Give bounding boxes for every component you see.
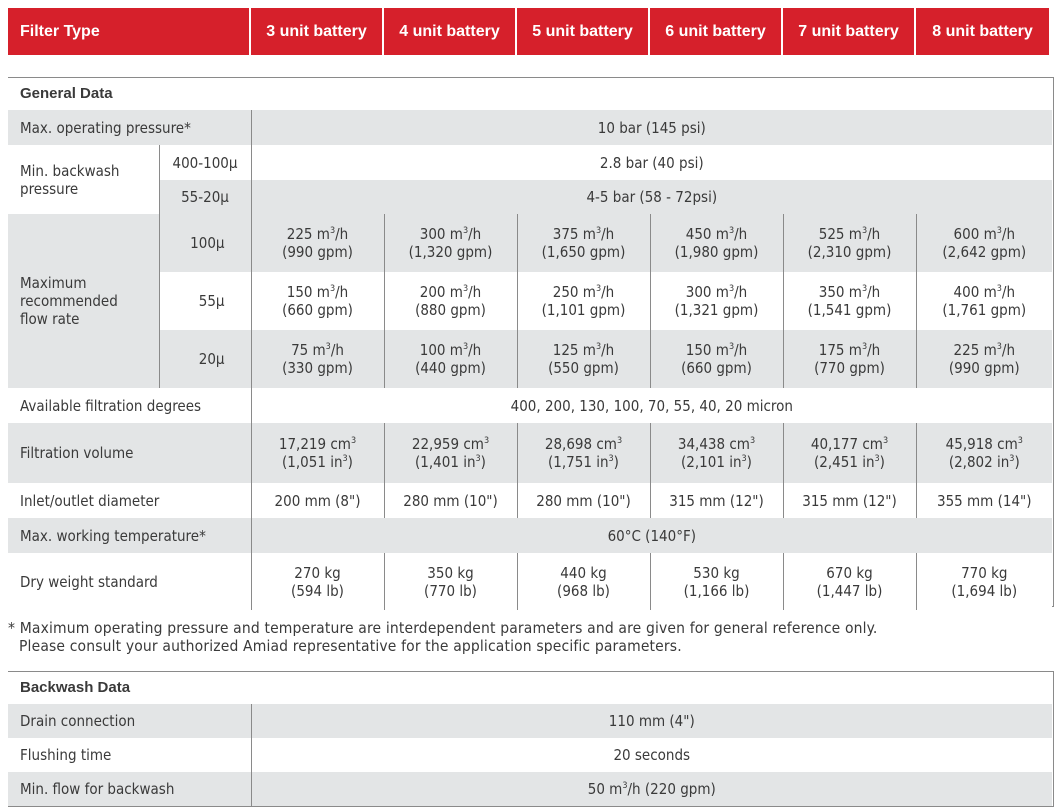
flow-unit: /h — [1001, 225, 1015, 243]
table-row — [8, 772, 1052, 806]
flow-unit: /h — [601, 283, 615, 301]
flow-cell: 600 $m^3/h$ (2,642 gpm) — [942, 225, 1027, 261]
weight-cell — [650, 553, 783, 610]
volume-in: (2,101 in — [681, 453, 742, 471]
flow-unit: /h — [734, 283, 748, 301]
header-col-7-unit: 7 unit battery — [783, 8, 916, 55]
volume-in: (2,451 in — [814, 453, 875, 471]
flow-m3: 225 m — [953, 341, 997, 359]
weight-lb: (968 lb) — [557, 581, 610, 600]
flow-gpm: (990 gpm) — [282, 243, 353, 261]
flow-unit: /h — [867, 341, 881, 359]
max-temp-value: 60°C (140°F) — [607, 526, 696, 545]
flow-unit: /h — [1001, 283, 1015, 301]
flow-unit: /h — [330, 341, 344, 359]
flow-gpm: (1,980 gpm) — [674, 243, 759, 261]
flow-unit: /h — [335, 283, 349, 301]
inlet-value: 315 mm (12") — [650, 483, 783, 518]
max-pressure-label: Max. operating pressure* — [8, 110, 251, 145]
volume-cell: 17,219 $cm^3$ (1,051 $in^3$) — [251, 423, 384, 483]
flow-cell: 125 $m^3/h$ (550 gpm) — [517, 330, 650, 388]
table-row — [8, 518, 1052, 553]
weight-kg: 440 kg — [560, 563, 607, 582]
flow-cell: 400 $m^3/h$ (1,761 gpm) — [942, 283, 1027, 319]
weight-kg: 530 kg — [693, 563, 740, 582]
flow-unit: /h — [1001, 341, 1015, 359]
volume-in: (1,751 in — [548, 453, 609, 471]
flow-gpm: (550 gpm) — [548, 359, 619, 377]
weight-kg: 670 kg — [826, 563, 873, 582]
table-row — [8, 272, 1052, 330]
flow-m3: 350 m — [818, 283, 862, 301]
table-row — [8, 553, 1052, 610]
flow-gpm: (1,321 gpm) — [674, 301, 759, 319]
volume-in: (1,051 in — [282, 453, 343, 471]
flow-unit: /h — [867, 225, 881, 243]
volume-cm: 34,438 cm — [677, 435, 750, 453]
flow-gpm: (1,650 gpm) — [541, 243, 626, 261]
volume-cm: 45,918 cm — [945, 435, 1018, 453]
table-row — [8, 704, 1052, 738]
flow-gpm: (1,761 gpm) — [942, 301, 1027, 319]
inlet-value: 355 mm (14") — [937, 491, 1032, 510]
volume-cell: 34,438 $cm^3$ (2,101 $in^3$) — [650, 423, 783, 483]
filtration-volume-label: Filtration volume — [8, 423, 251, 483]
filtration-degrees-value: 400, 200, 130, 100, 70, 55, 40, 20 micron — [510, 396, 793, 415]
drain-connection-label: Drain connection — [8, 704, 251, 738]
flow-micron: 100µ — [159, 214, 251, 272]
volume-cm: 17,219 cm — [278, 435, 351, 453]
flow-m3: 75 m — [291, 341, 326, 359]
flow-m3: 525 m — [818, 225, 862, 243]
flow-gpm: (1,101 gpm) — [541, 301, 626, 319]
flow-m3: 300 m — [685, 283, 729, 301]
flow-m3: 400 m — [953, 283, 997, 301]
backwash-value: 2.8 bar (40 psi) — [599, 153, 704, 172]
flow-gpm: (330 gpm) — [282, 359, 353, 377]
header-col-6-unit: 6 unit battery — [650, 8, 783, 55]
table-header — [8, 8, 1052, 55]
flow-gpm: (660 gpm) — [681, 359, 752, 377]
backwash-data-title: Backwash Data — [8, 672, 1052, 704]
table-row — [8, 738, 1052, 772]
flow-m3: 125 m — [552, 341, 596, 359]
volume-in: (2,802 in — [948, 453, 1010, 471]
flow-cell: 100 $m^3/h$ (440 gpm) — [384, 330, 517, 388]
table-row — [8, 180, 1052, 214]
weight-cell — [251, 553, 384, 610]
general-data-title: General Data — [8, 78, 1052, 110]
flow-m3: 450 m — [685, 225, 729, 243]
table-row — [8, 110, 1052, 145]
flow-cell: 150 $m^3/h$ (660 gpm) — [251, 272, 384, 330]
weight-lb: (1,166 lb) — [683, 581, 750, 600]
filtration-degrees-label: Available filtration degrees — [8, 388, 251, 423]
flow-unit: /h — [468, 225, 482, 243]
flow-cell: 150 $m^3/h$ (660 gpm) — [650, 330, 783, 388]
general-data-table — [8, 78, 1052, 610]
flushing-time-value: 20 seconds — [613, 746, 691, 764]
flow-gpm: (2,310 gpm) — [807, 243, 892, 261]
flow-gpm: (1,541 gpm) — [807, 301, 892, 319]
table-row — [8, 423, 1052, 483]
flow-cell: 75 $m^3/h$ (330 gpm) — [251, 330, 384, 388]
min-backwash-label: Min. backwash pressure — [8, 145, 159, 214]
flow-cell: 300 $m^3/h$ (1,321 gpm) — [650, 272, 783, 330]
weight-cell — [517, 553, 650, 610]
flow-m3: 150 m — [685, 341, 729, 359]
table-row — [8, 483, 1052, 518]
flow-gpm: (1,320 gpm) — [408, 243, 493, 261]
flow-cell: 525 $m^3/h$ (2,310 gpm) — [783, 214, 916, 272]
inlet-value: 200 mm (8") — [251, 483, 384, 518]
volume-cm: 22,959 cm — [411, 435, 484, 453]
weight-lb: (770 lb) — [424, 581, 477, 600]
flow-cell: 225 $m^3/h$ (990 gpm) — [948, 341, 1020, 377]
max-pressure-value: 10 bar (145 psi) — [597, 118, 706, 137]
flow-rate-label: Maximum recommended flow rate — [8, 214, 159, 388]
table-row — [8, 214, 1052, 272]
min-flow-backwash-value: 50 $m^3/h$ (220 gpm) — [587, 780, 716, 798]
flow-cell: 350 $m^3/h$ (1,541 gpm) — [783, 272, 916, 330]
flow-cell: 375 $m^3/h$ (1,650 gpm) — [517, 214, 650, 272]
volume-cell: 28,698 $cm^3$ (1,751 $in^3$) — [517, 423, 650, 483]
backwash-value: 4-5 bar (58 - 72psi) — [586, 188, 718, 206]
inlet-value: 280 mm (10") — [384, 483, 517, 518]
flow-unit: /h — [468, 341, 482, 359]
flow-unit: /h — [601, 341, 615, 359]
weight-kg: 270 kg — [294, 563, 341, 582]
flow-m3: 250 m — [552, 283, 596, 301]
flushing-time-label: Flushing time — [8, 738, 251, 772]
flow-cell: 200 $m^3/h$ (880 gpm) — [384, 272, 517, 330]
min-flow-backwash-label: Min. flow for backwash — [8, 772, 251, 806]
weight-kg: 350 kg — [427, 563, 474, 582]
header-col-8-unit: 8 unit battery — [916, 8, 1049, 55]
flow-unit: /h — [734, 225, 748, 243]
flow-gpm: (880 gpm) — [415, 301, 486, 319]
flow-m3: 600 m — [953, 225, 997, 243]
flow-m3: 100 m — [419, 341, 463, 359]
flow-gpm: (990 gpm) — [948, 359, 1020, 377]
flow-m3: 150 m — [286, 283, 330, 301]
flow-micron: 55µ — [159, 272, 251, 330]
max-temp-label: Max. working temperature* — [8, 518, 251, 553]
dry-weight-label: Dry weight standard — [8, 553, 251, 610]
header-col-5-unit: 5 unit battery — [517, 8, 650, 55]
footnote — [8, 619, 1054, 655]
volume-cm: 28,698 cm — [544, 435, 617, 453]
flow-cell: 300 $m^3/h$ (1,320 gpm) — [384, 214, 517, 272]
weight-lb: (1,447 lb) — [816, 581, 883, 600]
flow-unit: /h — [601, 225, 615, 243]
weight-lb: (1,694 lb) — [951, 581, 1018, 600]
flow-m3: 375 m — [552, 225, 596, 243]
header-col-4-unit: 4 unit battery — [384, 8, 517, 55]
inlet-diameter-label: Inlet/outlet diameter — [8, 483, 251, 518]
flow-gpm: (660 gpm) — [282, 301, 353, 319]
volume-cell: 45,918 $cm^3$ (2,802 $in^3$) — [945, 435, 1023, 471]
flow-cell: 450 $m^3/h$ (1,980 gpm) — [650, 214, 783, 272]
flow-unit: /h — [335, 225, 349, 243]
flow-m3: 175 m — [818, 341, 862, 359]
backwash-range: 55-20µ — [159, 180, 251, 214]
table-row — [8, 145, 1052, 180]
flow-unit: /h — [867, 283, 881, 301]
inlet-value: 280 mm (10") — [517, 483, 650, 518]
table-row — [8, 330, 1052, 388]
header-filter-type: Filter Type — [8, 8, 251, 55]
backwash-title-row — [8, 672, 1052, 704]
weight-cell — [783, 553, 916, 610]
inlet-value: 315 mm (12") — [783, 483, 916, 518]
flow-unit: /h — [734, 341, 748, 359]
flow-gpm: (770 gpm) — [814, 359, 885, 377]
flow-micron: 20µ — [159, 330, 251, 388]
backwash-data-table — [8, 672, 1052, 806]
flow-cell: 175 $m^3/h$ (770 gpm) — [783, 330, 916, 388]
header-col-3-unit: 3 unit battery — [251, 8, 384, 55]
volume-in: (1,401 in — [415, 453, 476, 471]
flow-unit: /h — [468, 283, 482, 301]
weight-lb: (594 lb) — [291, 581, 344, 600]
footnote-line-1: * Maximum operating pressure and temperature are interdependent parameters and are given for general reference only. — [8, 619, 878, 637]
general-data-title-row — [8, 78, 1052, 110]
volume-cm: 40,177 cm — [810, 435, 883, 453]
weight-kg: 770 kg — [961, 563, 1008, 582]
min-flow-value-a: 50 m — [587, 780, 623, 798]
min-flow-value-b: /h (220 gpm) — [627, 780, 716, 798]
volume-cell: 40,177 $cm^3$ (2,451 $in^3$) — [783, 423, 916, 483]
flow-m3: 300 m — [419, 225, 463, 243]
footnote-line-2: Please consult your authorized Amiad representative for the application specific parameters. — [19, 637, 682, 655]
flow-gpm: (2,642 gpm) — [942, 243, 1027, 261]
flow-gpm: (440 gpm) — [415, 359, 486, 377]
flow-cell: 250 $m^3/h$ (1,101 gpm) — [517, 272, 650, 330]
weight-cell — [916, 553, 1052, 610]
flow-m3: 200 m — [419, 283, 463, 301]
flow-m3: 225 m — [286, 225, 330, 243]
volume-cell: 22,959 $cm^3$ (1,401 $in^3$) — [384, 423, 517, 483]
drain-connection-value: 110 mm (4") — [608, 712, 695, 730]
flow-cell: 225 $m^3/h$ (990 gpm) — [251, 214, 384, 272]
table-row — [8, 388, 1052, 423]
weight-cell — [384, 553, 517, 610]
backwash-range: 400-100µ — [159, 145, 251, 180]
